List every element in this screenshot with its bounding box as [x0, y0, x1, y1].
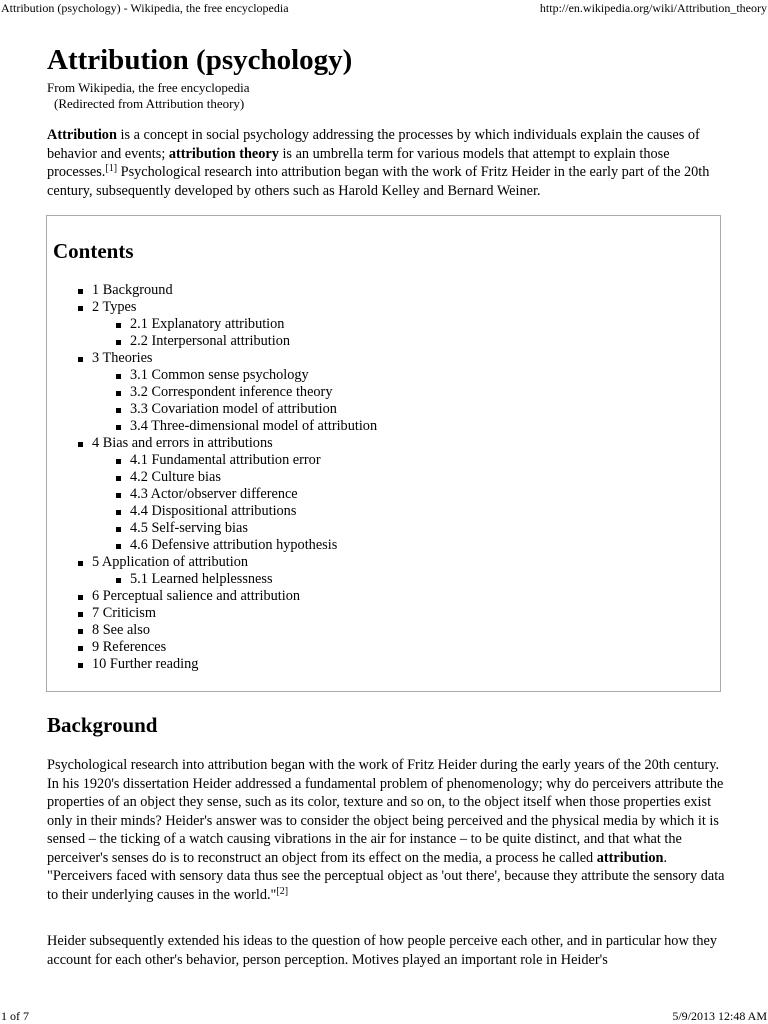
toc-item-label[interactable]: 4.2 Culture bias — [130, 469, 221, 485]
toc-item-label[interactable]: 5 Application of attribution — [92, 554, 249, 570]
intro-term-attribution: Attribution — [47, 127, 117, 143]
bullet-icon — [78, 442, 83, 447]
toc-item-label[interactable]: 3.2 Correspondent inference theory — [130, 384, 333, 400]
background-paragraph-2: Heider subsequently extended his ideas to the question of how people perceive each other, and in particular how they account for each other's behavior, person perception. Motives played an important role in Heider's — [47, 933, 717, 968]
bullet-icon — [116, 578, 121, 583]
toc-item-label[interactable]: 9 References — [92, 639, 167, 655]
toc-item-label[interactable]: 3 Theories — [92, 350, 153, 366]
bullet-icon — [78, 561, 83, 566]
intro-paragraph: Attribution is a concept in social psychology addressing the processes by which individuals explain the causes of behavior and events; attribution theory is an umbrella term for various models that attempt to explain those processes.[1] Psychological research into attribution began with the work of Fritz Heider in the early part of the 20th century, subsequently developed by others such as Harold Kelley and Bernard Weiner. — [47, 127, 710, 199]
toc-item-label[interactable]: 7 Criticism — [92, 605, 156, 621]
section-heading-background: Background — [47, 713, 158, 737]
toc-item-label[interactable]: 3.1 Common sense psychology — [130, 367, 309, 383]
bullet-icon — [78, 289, 83, 294]
toc-item-label[interactable]: 4.5 Self-serving bias — [130, 520, 248, 536]
bullet-icon — [78, 306, 83, 311]
bullet-icon — [116, 459, 121, 464]
article-title: Attribution (psychology) — [47, 44, 353, 76]
bullet-icon — [78, 357, 83, 362]
site-subtitle: From Wikipedia, the free encyclopedia — [47, 80, 250, 95]
toc-item-label[interactable]: 4 Bias and errors in attributions — [92, 435, 273, 451]
toc-item-label[interactable]: 5.1 Learned helplessness — [130, 571, 273, 587]
print-datetime: 5/9/2013 12:48 AM — [672, 1009, 767, 1023]
toc-item-label[interactable]: 3.4 Three-dimensional model of attribution — [130, 418, 378, 434]
reference-link-1[interactable]: [1] — [105, 163, 118, 174]
bullet-icon — [78, 612, 83, 617]
table-of-contents — [46, 215, 721, 692]
bullet-icon — [116, 476, 121, 481]
bullet-icon — [116, 510, 121, 515]
background-paragraph-1: Psychological research into attribution began with the work of Fritz Heider during the early years of the 20th century. In his 1920's dissertation Heider addressed a fundamental problem of phenomenology; why do perceivers attribute the properties of an object they sense, such as its color, texture and so on, to the object itself when those properties exist only in their minds? Heider's answer was to consider the object being perceived and the physical media by which it is sensed – the ticking of a watch causing vibrations in the air for instance – to be quite distinct, and that what the perceiver's senses do is to reconstruct an object from its effect on the media, a process he called attribution. "Perceivers faced with sensory data thus see the perceptual object as 'out there', because they attribute the sensory data to their underlying causes in the world."[2] — [47, 757, 725, 903]
toc-item-label[interactable]: 2.1 Explanatory attribution — [130, 316, 285, 332]
intro-term-attribution-theory: attribution theory — [168, 145, 279, 162]
toc-item-label[interactable]: 4.6 Defensive attribution hypothesis — [130, 537, 338, 553]
toc-item-label[interactable]: 2.2 Interpersonal attribution — [130, 333, 291, 349]
toc-item-label[interactable]: 10 Further reading — [92, 656, 199, 672]
bullet-icon — [78, 595, 83, 600]
page-number: 1 of 7 — [1, 1009, 29, 1023]
toc-item-label[interactable]: 4.1 Fundamental attribution error — [130, 452, 321, 468]
toc-item-label[interactable]: 4.4 Dispositional attributions — [130, 503, 297, 519]
redirect-note: (Redirected from Attribution theory) — [54, 96, 245, 111]
bullet-icon — [116, 544, 121, 549]
bullet-icon — [116, 374, 121, 379]
toc-title: Contents — [53, 239, 134, 263]
bullet-icon — [78, 646, 83, 651]
print-footer — [0, 1009, 768, 1023]
bullet-icon — [116, 323, 121, 328]
toc-item-label[interactable]: 8 See also — [92, 622, 150, 638]
toc-item-label[interactable]: 4.3 Actor/observer difference — [130, 486, 298, 502]
bullet-icon — [116, 527, 121, 532]
print-url: http://en.wikipedia.org/wiki/Attribution_theory — [539, 1, 767, 15]
toc-item-label[interactable]: 2 Types — [92, 299, 137, 315]
bullet-icon — [116, 425, 121, 430]
print-header — [0, 1, 768, 15]
bullet-icon — [116, 493, 121, 498]
bullet-icon — [78, 663, 83, 668]
toc-item-label[interactable]: 6 Perceptual salience and attribution — [92, 588, 301, 604]
print-page-title: Attribution (psychology) - Wikipedia, the free encyclopedia — [1, 1, 289, 15]
bullet-icon — [116, 408, 121, 413]
background-term-attribution: attribution — [596, 849, 664, 866]
bullet-icon — [78, 629, 83, 634]
bullet-icon — [116, 340, 121, 345]
toc-item-label[interactable]: 1 Background — [92, 282, 173, 298]
bullet-icon — [116, 391, 121, 396]
toc-item-label[interactable]: 3.3 Covariation model of attribution — [130, 401, 337, 417]
reference-link-2[interactable]: [2] — [276, 885, 289, 897]
